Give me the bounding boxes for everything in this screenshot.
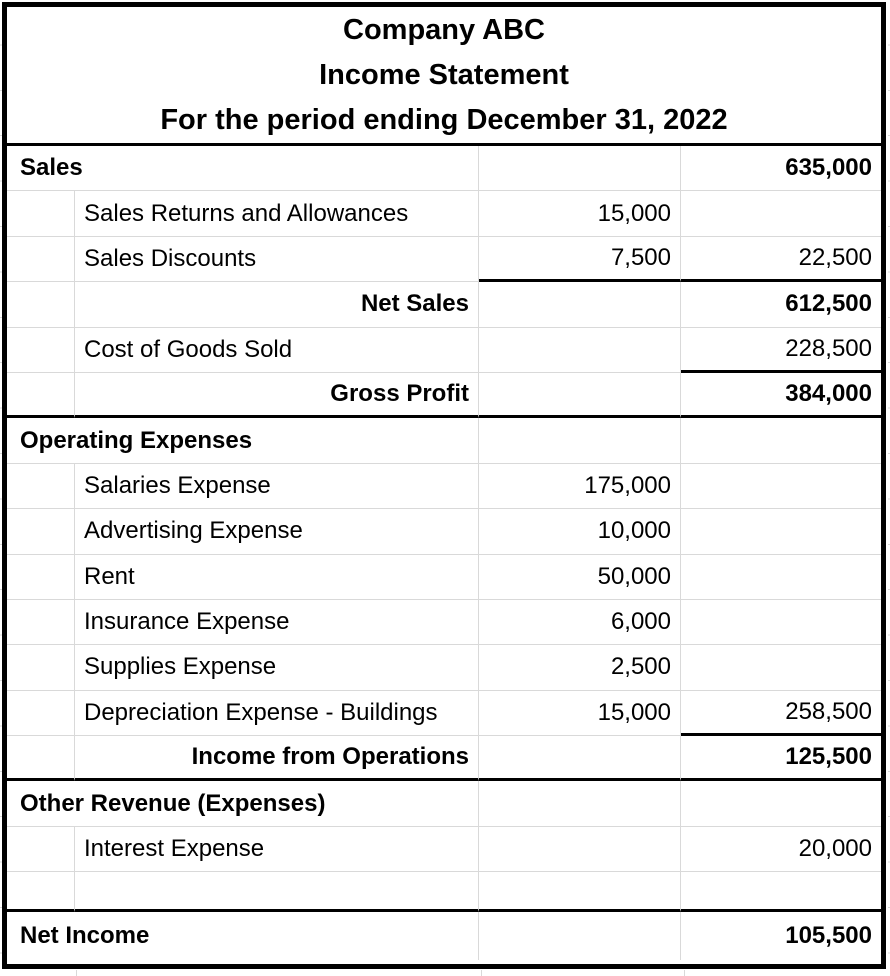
- cell-amount-right[interactable]: 20,000: [681, 827, 881, 872]
- cell-indent[interactable]: [7, 328, 75, 373]
- cell-amount-middle[interactable]: [479, 912, 681, 960]
- cell-amount-middle[interactable]: 6,000: [479, 600, 681, 645]
- cell-label[interactable]: Other Revenue (Expenses): [7, 781, 479, 826]
- cell-amount-middle[interactable]: [479, 146, 681, 191]
- cell-amount-right[interactable]: [681, 509, 881, 554]
- row-net-income: [7, 912, 881, 960]
- cell-amount-right[interactable]: 635,000: [681, 146, 881, 191]
- cell-label[interactable]: Sales Returns and Allowances: [75, 191, 479, 236]
- cell-indent[interactable]: [7, 555, 75, 600]
- income-statement-range: [2, 2, 886, 969]
- cell-label[interactable]: Net Sales: [75, 282, 479, 327]
- cell-amount-middle[interactable]: [479, 827, 681, 872]
- statement-title: Income Statement: [319, 58, 569, 91]
- cell-amount-right[interactable]: [681, 645, 881, 690]
- cell-amount-middle[interactable]: 2,500: [479, 645, 681, 690]
- row-supplies-expense: [7, 645, 881, 690]
- cell-amount-middle[interactable]: [479, 418, 681, 463]
- cell-label[interactable]: Advertising Expense: [75, 509, 479, 554]
- cell-amount-middle[interactable]: [479, 282, 681, 327]
- cell-indent[interactable]: [7, 645, 75, 690]
- cell-amount-middle[interactable]: 7,500: [479, 237, 681, 282]
- company-name: Company ABC: [343, 13, 545, 46]
- row-insurance-expense: [7, 600, 881, 645]
- cell-amount-middle[interactable]: 10,000: [479, 509, 681, 554]
- cell-amount-right[interactable]: [681, 872, 881, 912]
- cell-amount-right[interactable]: [681, 781, 881, 826]
- cell-label[interactable]: Income from Operations: [75, 736, 479, 781]
- cell-label[interactable]: Cost of Goods Sold: [75, 328, 479, 373]
- gridline-stub: [684, 970, 685, 976]
- cell-indent[interactable]: [7, 872, 75, 912]
- cell-amount-right[interactable]: [681, 418, 881, 463]
- cell-amount-middle[interactable]: [479, 781, 681, 826]
- cell-indent[interactable]: [7, 373, 75, 418]
- row-sales: [7, 146, 881, 191]
- cell-label[interactable]: Depreciation Expense - Buildings: [75, 691, 479, 736]
- cell-amount-right[interactable]: [681, 600, 881, 645]
- cell-amount-right[interactable]: 258,500: [681, 691, 881, 736]
- cell-label[interactable]: Salaries Expense: [75, 464, 479, 509]
- row-other-revenue-expenses: [7, 781, 881, 826]
- cell-amount-right[interactable]: 612,500: [681, 282, 881, 327]
- cell-label[interactable]: Insurance Expense: [75, 600, 479, 645]
- row-rent: [7, 555, 881, 600]
- cell-amount-right[interactable]: [681, 555, 881, 600]
- cell-indent[interactable]: [7, 827, 75, 872]
- row-sales-returns-and-allowances: [7, 191, 881, 236]
- cell-amount-middle[interactable]: [479, 872, 681, 912]
- cell-amount-right[interactable]: 125,500: [681, 736, 881, 781]
- cell-amount-right[interactable]: 105,500: [785, 922, 872, 950]
- row-interest-expense: [7, 827, 881, 872]
- row-gross-profit: [7, 373, 881, 418]
- row-operating-expenses: [7, 418, 881, 463]
- cell-amount-right[interactable]: 228,500: [681, 328, 881, 373]
- cell-indent[interactable]: [7, 464, 75, 509]
- cell-indent[interactable]: [7, 191, 75, 236]
- cell-indent[interactable]: [7, 600, 75, 645]
- gridline-stub: [76, 970, 77, 976]
- row-depreciation-expense-buildings: [7, 691, 881, 736]
- cell-amount-right[interactable]: 22,500: [681, 237, 881, 282]
- cell-label[interactable]: Interest Expense: [75, 827, 479, 872]
- cell-indent[interactable]: [7, 237, 75, 282]
- cell-label[interactable]: Net Income: [7, 912, 479, 960]
- row-salaries-expense: [7, 464, 881, 509]
- cell-label[interactable]: Sales Discounts: [75, 237, 479, 282]
- cell-amount-middle[interactable]: 15,000: [479, 191, 681, 236]
- cell-label[interactable]: Sales: [7, 146, 479, 191]
- cell-label[interactable]: Rent: [75, 555, 479, 600]
- row-net-sales: [7, 282, 881, 327]
- cell-label[interactable]: Supplies Expense: [75, 645, 479, 690]
- cell-amount-middle[interactable]: [479, 736, 681, 781]
- cell-indent[interactable]: [7, 509, 75, 554]
- cell-indent[interactable]: [7, 691, 75, 736]
- cell-amount-middle[interactable]: [479, 328, 681, 373]
- cell-label[interactable]: Operating Expenses: [7, 418, 479, 463]
- statement-period: For the period ending December 31, 2022: [160, 103, 728, 136]
- cell-label[interactable]: Gross Profit: [75, 373, 479, 418]
- cell-amount-right[interactable]: [681, 464, 881, 509]
- cell-amount-right[interactable]: 384,000: [681, 373, 881, 418]
- gridline-stub: [481, 970, 482, 976]
- cell-indent[interactable]: [7, 736, 75, 781]
- cell-amount-right[interactable]: [681, 191, 881, 236]
- cell-amount-middle[interactable]: 175,000: [479, 464, 681, 509]
- statement-rows: [7, 146, 881, 964]
- row-cost-of-goods-sold: [7, 328, 881, 373]
- row-sales-discounts: [7, 237, 881, 282]
- row-blank-16: [7, 872, 881, 912]
- cell-amount-middle[interactable]: [479, 373, 681, 418]
- title-cell[interactable]: [7, 7, 881, 146]
- row-income-from-operations: [7, 736, 881, 781]
- cell-amount-middle[interactable]: 50,000: [479, 555, 681, 600]
- cell-indent[interactable]: [7, 282, 75, 327]
- cell-amount-middle[interactable]: 15,000: [479, 691, 681, 736]
- row-advertising-expense: [7, 509, 881, 554]
- cell-label[interactable]: [75, 872, 479, 912]
